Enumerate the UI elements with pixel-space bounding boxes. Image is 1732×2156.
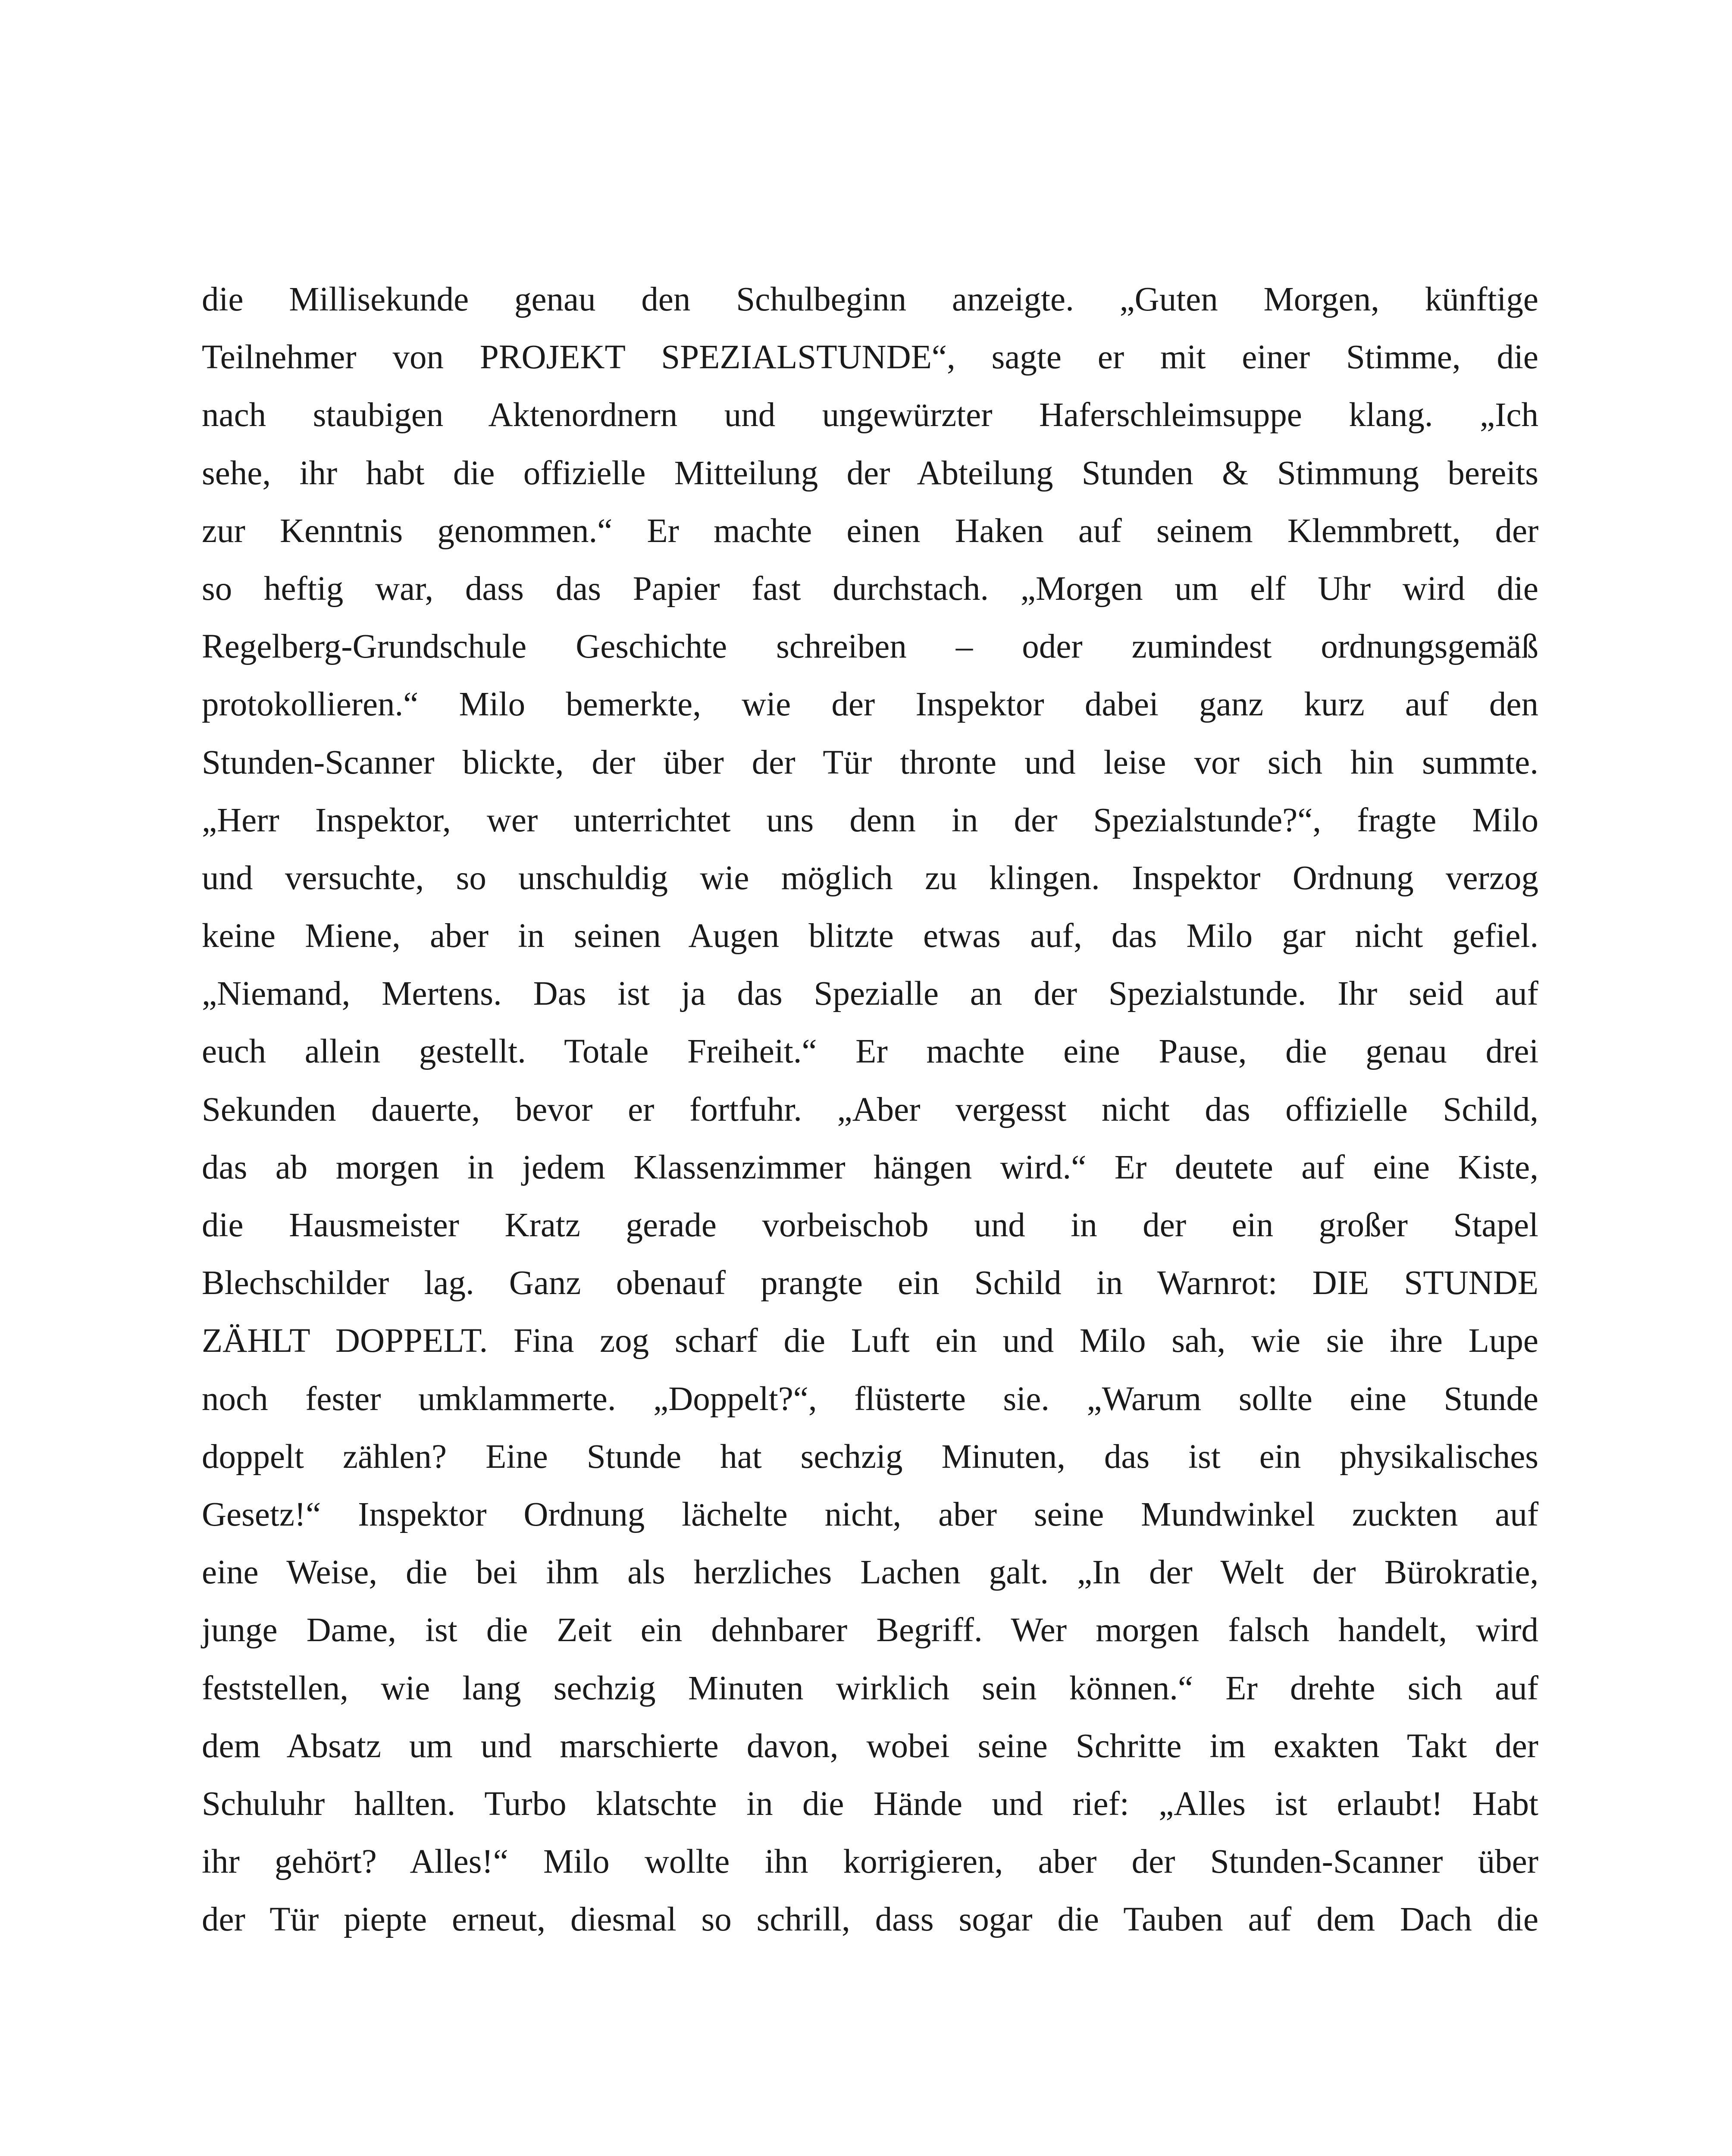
text-line: noch fester umklammerte. „Doppelt?“, flüsterte sie. „Warum sollte eine Stunde bbox=[202, 1380, 1538, 1418]
text-line: so heftig war, dass das Papier fast durchstach. „Morgen um elf Uhr wird die bbox=[202, 570, 1538, 608]
text-line: der Tür piepte erneut, diesmal so schrill, dass sogar die Tauben auf dem Dach die bbox=[202, 1901, 1539, 1939]
text-line: doppelt zählen? Eine Stunde hat sechzig Minuten, das ist ein physikalisches bbox=[202, 1438, 1538, 1476]
text-line: dem Absatz um und marschierte davon, wobei seine Schritte im exakten Takt der bbox=[202, 1727, 1538, 1765]
text-line: Teilnehmer von PROJEKT SPEZIALSTUNDE“, sagte er mit einer Stimme, die bbox=[202, 338, 1538, 376]
text-line: die Millisekunde genau den Schulbeginn anzeigte. „Guten Morgen, künftige bbox=[202, 281, 1538, 318]
text-line: feststellen, wie lang sechzig Minuten wirklich sein können.“ Er drehte sich auf bbox=[202, 1669, 1538, 1707]
text-line: Schuluhr hallten. Turbo klatschte in die Hände und rief: „Alles ist erlaubt! Habt bbox=[202, 1785, 1538, 1823]
text-line: zur Kenntnis genommen.“ Er machte einen Haken auf seinem Klemmbrett, der bbox=[202, 512, 1539, 550]
text-line: die Hausmeister Kratz gerade vorbeischob und in der ein großer Stapel bbox=[202, 1206, 1538, 1244]
text-line: „Niemand, Mertens. Das ist ja das Spezialle an der Spezialstunde. Ihr seid auf bbox=[202, 975, 1538, 1013]
text-line: und versuchte, so unschuldig wie möglich zu klingen. Inspektor Ordnung verzog bbox=[202, 859, 1538, 897]
text-line: das ab morgen in jedem Klassenzimmer hängen wird.“ Er deutete auf eine Kiste, bbox=[202, 1148, 1538, 1186]
text-line: ihr gehört? Alles!“ Milo wollte ihn korrigieren, aber der Stunden-Scanner über bbox=[202, 1843, 1538, 1881]
body-text bbox=[202, 271, 1538, 1949]
text-line: nach staubigen Aktenordnern und ungewürzter Haferschleimsuppe klang. „Ich bbox=[202, 396, 1538, 434]
text-line: ZÄHLT DOPPELT. Fina zog scharf die Luft ein und Milo sah, wie sie ihre Lupe bbox=[202, 1322, 1538, 1360]
text-line: „Herr Inspektor, wer unterrichtet uns denn in der Spezialstunde?“, fragte Milo bbox=[202, 801, 1538, 839]
text-line: Gesetz!“ Inspektor Ordnung lächelte nicht, aber seine Mundwinkel zuckten auf bbox=[202, 1495, 1539, 1533]
text-line: junge Dame, ist die Zeit ein dehnbarer Begriff. Wer morgen falsch handelt, wird bbox=[202, 1611, 1538, 1649]
text-line: euch allein gestellt. Totale Freiheit.“ Er machte eine Pause, die genau drei bbox=[202, 1033, 1539, 1071]
text-line: Regelberg-Grundschule Geschichte schreiben – oder zumindest ordnungsgemäß bbox=[202, 628, 1538, 666]
text-line: protokollieren.“ Milo bemerkte, wie der Inspektor dabei ganz kurz auf den bbox=[202, 686, 1538, 724]
text-line: eine Weise, die bei ihm als herzliches Lachen galt. „In der Welt der Bürokratie, bbox=[202, 1554, 1539, 1592]
text-line: Sekunden dauerte, bevor er fortfuhr. „Aber vergesst nicht das offizielle Schild, bbox=[202, 1091, 1538, 1128]
text-line: keine Miene, aber in seinen Augen blitzte etwas auf, das Milo gar nicht gefiel. bbox=[202, 917, 1539, 955]
text-line: sehe, ihr habt die offizielle Mitteilung der Abteilung Stunden & Stimmung bereits bbox=[202, 454, 1538, 492]
text-line: Stunden-Scanner blickte, der über der Tür thronte und leise vor sich hin summte. bbox=[202, 743, 1538, 781]
text-line: Blechschilder lag. Ganz obenauf prangte ein Schild in Warnrot: DIE STUNDE bbox=[202, 1264, 1538, 1302]
